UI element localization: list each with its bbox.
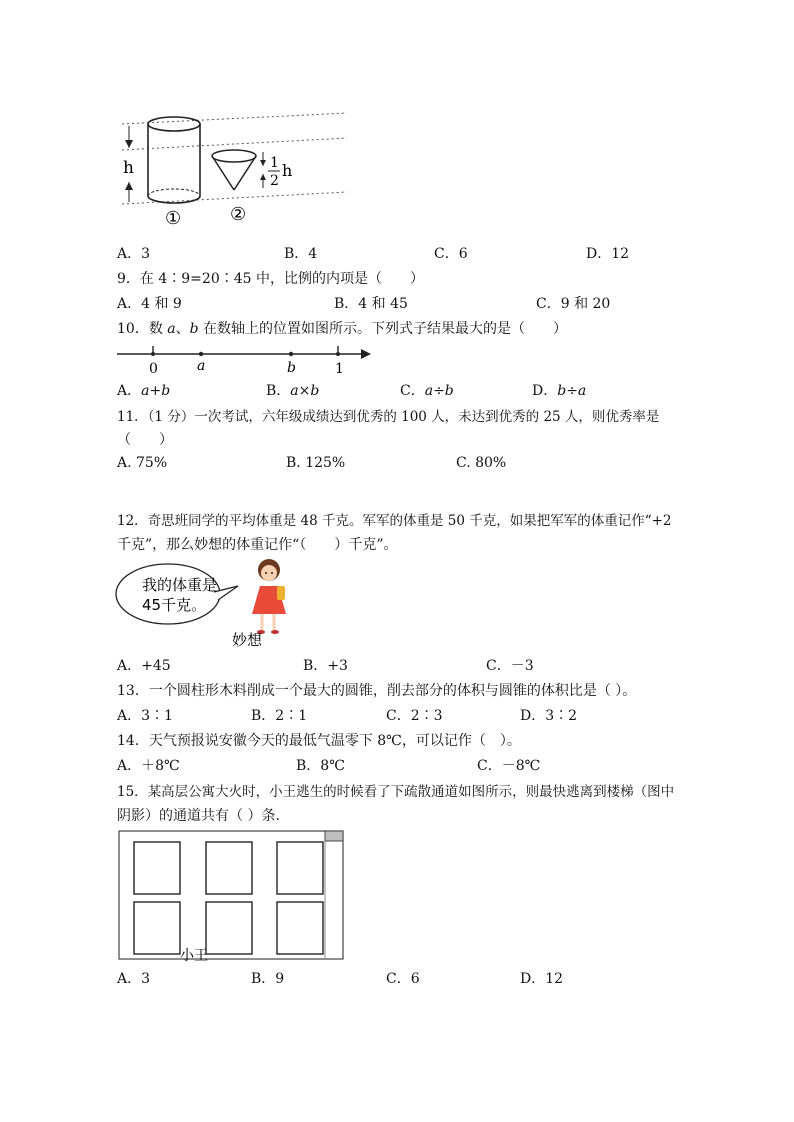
- q12-option-c[interactable]: C．－3: [486, 658, 534, 674]
- q12-option-b[interactable]: B．+3: [303, 658, 348, 674]
- room-3: [277, 842, 323, 894]
- q11-option-b[interactable]: B. 125%: [286, 455, 346, 471]
- q8-option-b[interactable]: B．4: [284, 246, 318, 262]
- q14-option-c[interactable]: C．－8℃: [477, 758, 541, 774]
- q15-number: 15．: [117, 784, 148, 800]
- bubble-line2: 45千克。: [142, 596, 207, 614]
- q10-option-c[interactable]: C．a÷b: [400, 383, 454, 399]
- q13-number: 13．: [117, 683, 149, 699]
- q10-var-b: b: [189, 321, 199, 337]
- speech-bubble-figure: [114, 556, 294, 652]
- q15-option-a[interactable]: A．3: [117, 971, 151, 987]
- q14-option-b[interactable]: B．8℃: [296, 758, 345, 774]
- q9-text: 在 4∶9=20∶45 中，比例的内项是（ ）: [139, 271, 424, 287]
- cylinder-cone-figure: [112, 100, 352, 228]
- q9-option-c[interactable]: C．9 和 20: [536, 296, 611, 312]
- q10-stem: 10．数 a、b 在数轴上的位置如图所示。下列式子结果最大的是（ ）: [117, 321, 568, 337]
- q15-option-c[interactable]: C．6: [386, 971, 420, 987]
- cylinder-shape: [148, 117, 200, 203]
- girl-illustration: [252, 559, 286, 634]
- label-b: b: [287, 360, 296, 376]
- q10-option-a[interactable]: A．a+b: [117, 383, 171, 399]
- q11-text: （1 分）一次考试，六年级成绩达到优秀的 100 人，未达到优秀的 25 人，则优秀率是: [147, 409, 660, 425]
- q12-stem: [117, 509, 672, 529]
- label-a: a: [197, 358, 206, 374]
- q11-stem: [117, 405, 659, 425]
- half-h-label: h: [282, 161, 293, 180]
- q9-option-a[interactable]: A．4 和 9: [117, 296, 182, 312]
- q13-option-a[interactable]: A．3∶1: [117, 708, 173, 724]
- q13-stem: [117, 680, 636, 700]
- q14-stem: [117, 730, 521, 750]
- half-numerator: 1: [270, 155, 279, 171]
- q8-option-a[interactable]: A．3: [117, 246, 151, 262]
- q10-option-d[interactable]: D．b÷a: [532, 383, 587, 399]
- number-line: [117, 342, 377, 376]
- q15-stem-line2: 阴影）的通道共有（ ）条.: [117, 808, 280, 824]
- q13-option-c[interactable]: C．2∶3: [386, 708, 443, 724]
- room-6: [277, 902, 323, 954]
- q12-number: 12．: [117, 513, 148, 529]
- bottom-dotted-line: [122, 192, 347, 204]
- q12-text: 奇思班同学的平均体重是 48 千克。军军的体重是 50 千克，如果把军军的体重记作“+2: [147, 513, 672, 529]
- room-4: [134, 902, 180, 954]
- label-1: 1: [335, 361, 344, 377]
- cylinder-label: ①: [165, 208, 182, 229]
- q14-number: 14．: [117, 733, 149, 749]
- q15-option-d[interactable]: D．12: [520, 971, 564, 987]
- point-b: [289, 352, 293, 356]
- q11-number: 11．: [117, 409, 148, 425]
- girl-name: 妙想: [232, 631, 263, 649]
- point-a: [199, 352, 203, 356]
- q11-option-a[interactable]: A. 75%: [117, 455, 168, 471]
- q10-option-b[interactable]: B．a×b: [266, 383, 320, 399]
- cone-label: ②: [230, 204, 247, 225]
- q15-option-b[interactable]: B．9: [251, 971, 285, 987]
- half-denominator: 2: [270, 173, 279, 189]
- q15-stem: [117, 780, 674, 800]
- q15-text: 某高层公寓大火时，小王逃生的时候看了下疏散通道如图所示，则最快逃离到楼梯（图中: [147, 784, 675, 800]
- room-2: [206, 842, 252, 894]
- q14-text: 天气预报说安徽今天的最低气温零下 8℃，可以记作（ ）。: [148, 733, 521, 749]
- q13-option-b[interactable]: B．2∶1: [251, 708, 308, 724]
- q12-stem-line2: 千克”，那么妙想的体重记作“（ ）千克”。: [117, 537, 398, 553]
- q11-option-c[interactable]: C. 80%: [456, 455, 507, 471]
- label-0: 0: [149, 361, 158, 377]
- q13-text: 一个圆柱形木料削成一个最大的圆锥，削去部分的体积与圆锥的体积比是（ ）。: [148, 683, 637, 699]
- bubble-line1: 我的体重是: [142, 576, 218, 594]
- q9-option-b[interactable]: B．4 和 45: [334, 296, 408, 312]
- room-5: [206, 902, 252, 954]
- q12-option-a[interactable]: A．+45: [117, 658, 171, 674]
- q10-number: 10．: [117, 321, 149, 337]
- q8-option-c[interactable]: C．6: [434, 246, 468, 262]
- person-label: 小王: [180, 948, 208, 964]
- room-1: [134, 842, 180, 894]
- map-border: [119, 831, 343, 959]
- q10-var-a: a: [167, 321, 176, 337]
- number-line-arrow: [361, 349, 371, 359]
- q9-stem: [117, 268, 424, 288]
- speech-bubble: [116, 564, 220, 624]
- q9-number: 9．: [117, 271, 140, 287]
- q13-option-d[interactable]: D．3∶2: [520, 708, 578, 724]
- middle-dotted-line: [122, 138, 347, 150]
- cone-shape: [212, 150, 256, 190]
- evacuation-map: [118, 830, 348, 962]
- q8-option-d[interactable]: D．12: [586, 246, 630, 262]
- stairs-shaded: [325, 831, 343, 841]
- q14-option-a[interactable]: A．＋8℃: [117, 758, 180, 774]
- q11-blank: （ ）: [117, 432, 173, 448]
- h-label: h: [123, 158, 134, 178]
